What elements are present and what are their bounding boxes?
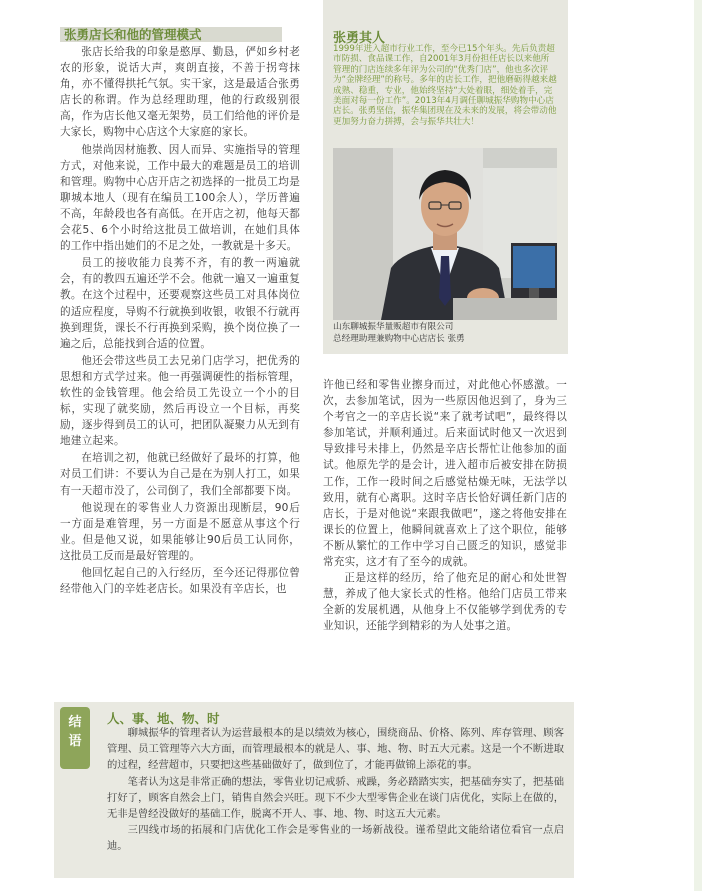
left-paragraph: 在培训之初，他就已经做好了最坏的打算，他对员工们讲：不要认为自己是在为别人打工，如果有一天超市没了，公司倒了，我们全部都要下岗。 — [60, 452, 300, 497]
left-paragraph: 他说现在的零售业人力资源出现断层，90后一方面是难管理，另一方面是不愿意从事这个行业。但是他又说，如果能够让90后员工认同你，这批员工反而是最好管理的。 — [60, 501, 300, 562]
right-paragraph: 正是这样的经历，给了他充足的耐心和处世智慧，养成了他大家长式的性格。他给门店员工带来全新的发展机遇，从他身上不仅能够学到优秀的专业知识，还能学到精彩的为人处事之道。 — [323, 572, 567, 633]
conclusion-paragraph: 聊城振华的管理者认为运营最根本的是以绩效为核心，围绕商品、价格、陈列、库存管理、顾客管理、员工管理等六大方面，而管理最根本的就是人、事、地、物、时五大元素。这是一个不断进取的过程，经营超市，只要把这些基础做好了，做到位了，才能再做锦上添花的事。 — [107, 727, 564, 772]
conclusion-paragraph: 三四线市场的拓展和门店优化工作会是零售业的一场新战役。谨希望此文能给诸位看官一点启迪。 — [107, 824, 564, 853]
left-paragraph: 张店长给我的印象是憨厚、勤恳，俨如乡村老农的形象，说话大声，爽朗直接，不善于拐弯抹角，亦不懂得拱托气氛。实干家，这是最适合张勇店长的称谓。作为总经理助理，他的行政级别很高，作为店长他又毫无架势，员工们给他的评价是大家长，购物中心店这个大家庭的家长。 — [60, 46, 300, 139]
page-edge-strip — [694, 0, 702, 891]
right-column — [323, 377, 567, 635]
portrait-illustration — [333, 148, 557, 320]
section-title: 张勇店长和他的管理模式 — [60, 27, 282, 42]
caption-title: 总经理助理兼购物中心店店长 张勇 — [333, 333, 465, 344]
conclusion-paragraph: 笔者认为这是非常正确的想法，零售业切记戒骄、戒躁，务必踏踏实实，把基础夯实了，把基础打好了，顾客自然会上门，销售自然会兴旺。现下不少大型零售企业在谈门店优化，实际上在做的，无非是曾经没做好的基础工作，脱离不开人、事、地、物、时这五大元素。 — [107, 775, 564, 821]
profile-name: 张勇其人 — [333, 31, 386, 46]
left-paragraph: 他崇尚因材施教、因人而异、实施指导的管理方式，对他来说，工作中最大的难题是员工的培训和管理。购物中心店开店之初选择的一批员工均是聊城本地人（现有在编员工100余人），学历普遍不高，年龄段也各有高低。在开店之初，他每天都会花5、6个小时给这批员工做培训，在她们具体的工作中指出她们的不足之处，一教就是十多天。 — [60, 143, 300, 253]
left-paragraph: 他回忆起自己的入行经历，至今还记得那位曾经带他入门的辛姓老店长。如果没有辛店长，也 — [60, 567, 300, 596]
left-paragraph: 员工的接收能力良莠不齐，有的教一两遍就会，有的教四五遍还学不会。他就一遍又一遍重复教。在这个过程中，还要观察这些员工对具体岗位的适应程度，导购不行就换到收银，收银不行就再换到理货，课长不行再换到采购，换个岗位换了一遍之后，总能找到合适的位置。 — [60, 257, 300, 350]
left-column — [60, 44, 300, 597]
conclusion-heading: 人、事、地、物、时 — [107, 711, 220, 726]
photo-caption — [333, 322, 465, 345]
portrait-photo — [333, 148, 557, 320]
conclusion-tab-char: 语 — [68, 734, 82, 749]
right-paragraph: 许他已经和零售业擦身而过，对此他心怀感激。一次，去参加笔试，因为一些原因他迟到了，身为三个考官之一的辛店长说“来了就考试吧”，最终得以参加笔试，并顺利通过。后来面试时他又一次迟到导致排号未排上，仍然是辛店长帮忙让他参加的面试。他原先学的是会计，进入超市后被安排在防损工作，工作一段时间之后感觉枯燥无味，无法学以致用，就有心离职。这时辛店长恰好调任新门店的店长，于是对他说“来跟我做吧”，遂之将他安排在课长的位置上，他瞬间就喜欢上了这个职位，能够不断从繁忙的工作中学习自己匮乏的知识，感觉非常充实，这才有了至今的成就。 — [323, 379, 567, 569]
conclusion-body — [107, 725, 564, 855]
conclusion-tab-char: 结 — [68, 715, 82, 730]
caption-company: 山东聊城振华量贩超市有限公司 — [333, 322, 454, 332]
profile-bio: 1999年进入超市行业工作，至今已15个年头。先后负责超市防损、食品课工作，自2001年3月份担任店长以来他所管理的门店连续多年评为公司的“优秀门店”，他也多次评为“金牌经理”的称号。多年的店长工作，把他磨砺得越来越成熟、稳重，专业，他始终坚持“大处着眼，细处着手，完美面对每一份工作”。2013年4月调任聊城振华购物中心店店长。张勇坚信，振华集团现在及未来的发展，将会带动他更加努力奋力拼搏，会与振华共壮大！ — [333, 44, 557, 127]
conclusion-tab — [60, 707, 90, 769]
left-paragraph: 他还会带这些员工去兄弟门店学习，把优秀的思想和方式学过来。他一再强调硬性的指标管理，软性的金钱管理。他会给员工先设立一个小的目标，实现了就奖励，然后再设立一个目标，再奖励，逐步得到员工的认可，把团队凝聚力从无到有地建立起来。 — [60, 354, 300, 448]
profile-box — [323, 0, 568, 354]
